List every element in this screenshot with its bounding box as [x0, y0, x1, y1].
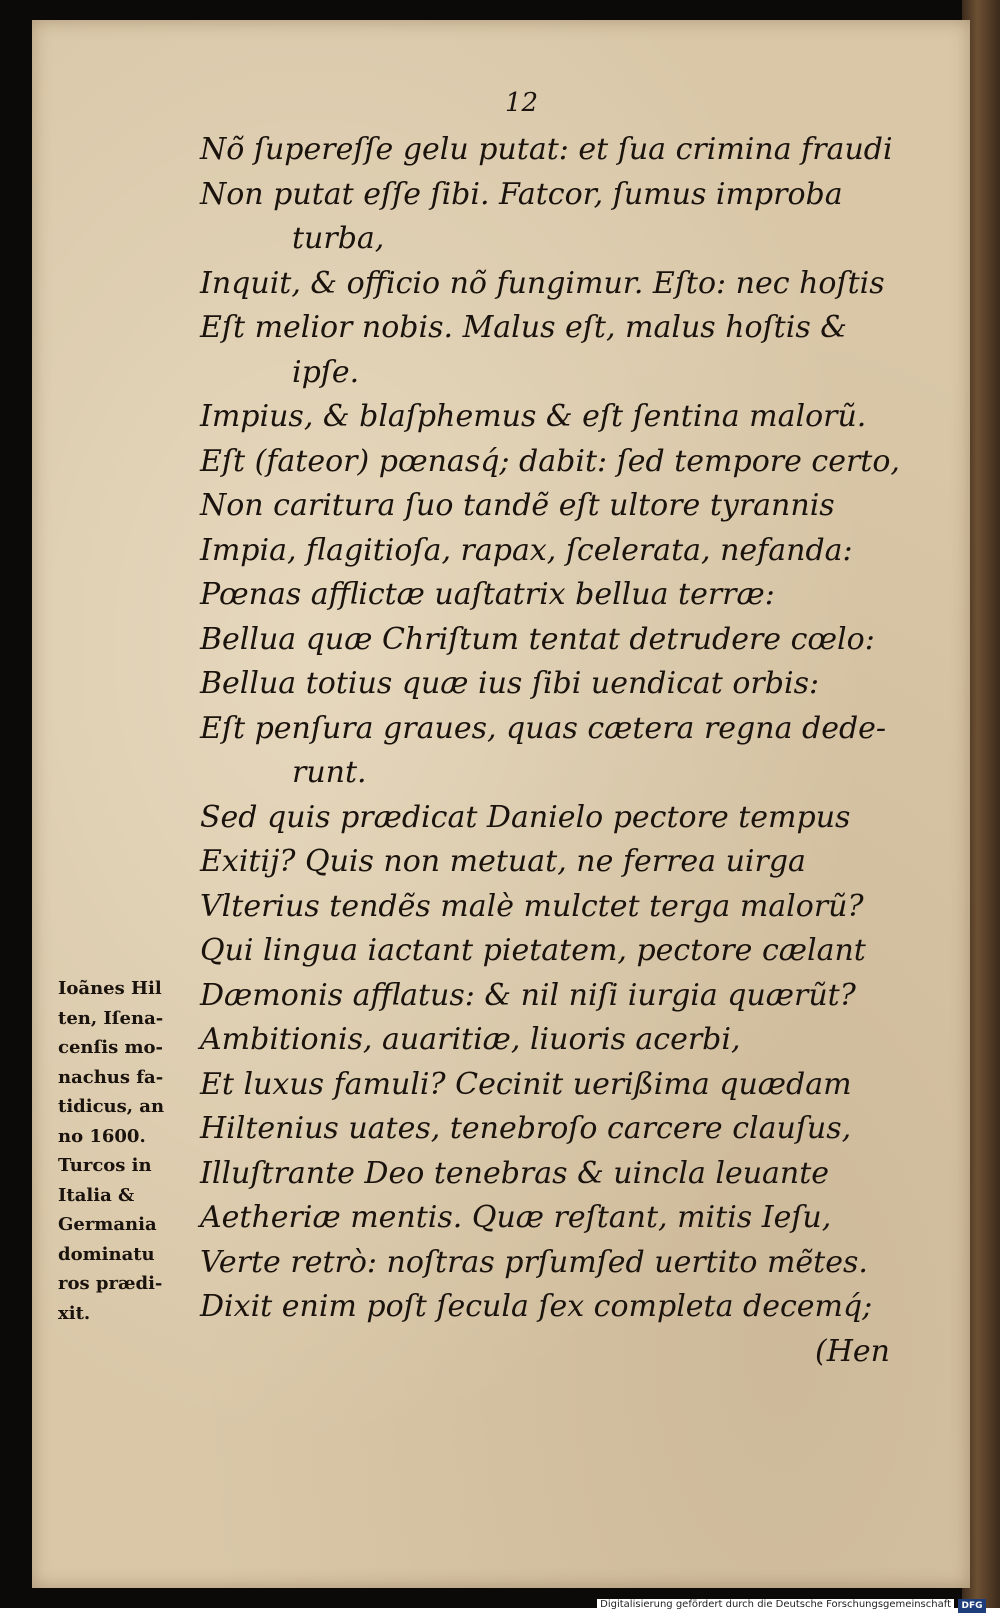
verse-line: Verte retrò: noſtras prſumſed uertito mẽtes. [200, 1244, 868, 1280]
margin-note-line: ros prædi- [58, 1273, 163, 1294]
verse-line: Hiltenius uates, tenebroſo carcere clauſus, [200, 1111, 852, 1146]
verse-line: Impia, flagitioſa, rapax, ſcelerata, nefanda: [200, 532, 853, 568]
catchword: (Hen [815, 1333, 890, 1369]
verse-line: Dixit enim poſt ſecula ſex completa decemq́; [200, 1289, 873, 1324]
verse-line: Eſt (fateor) pœnasq́; dabit: ſed tempore certo, [200, 443, 900, 479]
verse-line: Impius, & blaſphemus & eſt ſentina malorũ. [200, 399, 867, 434]
margin-note-line: Turcos in [58, 1155, 152, 1176]
margin-note-line: nachus fa- [58, 1066, 164, 1088]
margin-note-line: ten, Iſena- [58, 1007, 164, 1029]
verse-line: Et luxus famuli? Cecinit uerißima quædam [200, 1066, 852, 1102]
verse-line: ipſe. [292, 354, 360, 390]
verse-line: runt. [292, 755, 367, 790]
margin-note-line: tidicus, an [58, 1096, 165, 1117]
verse-line: Bellua quæ Chriſtum tentat detrudere cœlo: [200, 621, 875, 657]
verse-line: Bellua totius quæ ius ſibi uendicat orbis: [200, 666, 820, 701]
margin-note-line: Ioãnes Hil [58, 978, 162, 999]
verse-line: Pœnas afflictæ uaſtatrix bellua terræ: [200, 577, 775, 612]
page-number: 12 [505, 88, 539, 118]
verse-line: Inquit, & officio nõ fungimur. Eſto: nec hoſtis [200, 265, 885, 301]
dfg-logo: DFG [958, 1599, 986, 1613]
verse-line: Non putat eſſe ſibi. Fatcor, ſumus improba [200, 176, 843, 212]
verse-line: Sed quis prædicat Danielo pectore tempus [200, 799, 851, 835]
verse-line: Aetheriæ mentis. Quæ reſtant, mitis Ieſu, [200, 1200, 832, 1235]
verse-line: Eſt penſura graues, quas cætera regna dede- [200, 710, 887, 746]
digitization-credit: Digitalisierung gefördert durch die Deutsche Forschungsgemeinschaft [597, 1599, 954, 1610]
verse-line: Nõ ſupereſſe gelu putat: et ſua crimina fraudi [200, 132, 893, 167]
margin-note-line: dominatu [58, 1243, 155, 1265]
margin-note-line: xit. [58, 1302, 91, 1324]
margin-note-line: Germania [58, 1214, 157, 1235]
verse-line: turba, [292, 221, 385, 256]
verse-line: Eſt melior nobis. Malus eſt, malus hoſtis & [200, 310, 847, 345]
verse-line: Qui lingua iactant pietatem, pectore cælant [200, 933, 866, 968]
margin-note-line: no 1600. [58, 1125, 146, 1147]
margin-note [58, 974, 198, 1328]
verse-line: Exitij? Quis non metuat, ne ferrea uirga [200, 844, 806, 879]
verse-line: Non caritura ſuo tandẽ eſt ultore tyrannis [200, 488, 835, 523]
verse-text [200, 128, 900, 1374]
verse-line: Dæmonis afflatus: & nil niſi iurgia quærũt? [200, 977, 856, 1013]
margin-note-line: cenſis mo- [58, 1037, 164, 1058]
verse-line: Illuſtrante Deo tenebras & uincla leuante [200, 1155, 830, 1191]
verse-line: Ambitionis, auaritiæ, liuoris acerbi, [200, 1022, 741, 1057]
verse-line: Vlterius tendẽs malè mulctet terga malorũ? [200, 888, 864, 924]
margin-note-line: Italia & [58, 1184, 135, 1206]
